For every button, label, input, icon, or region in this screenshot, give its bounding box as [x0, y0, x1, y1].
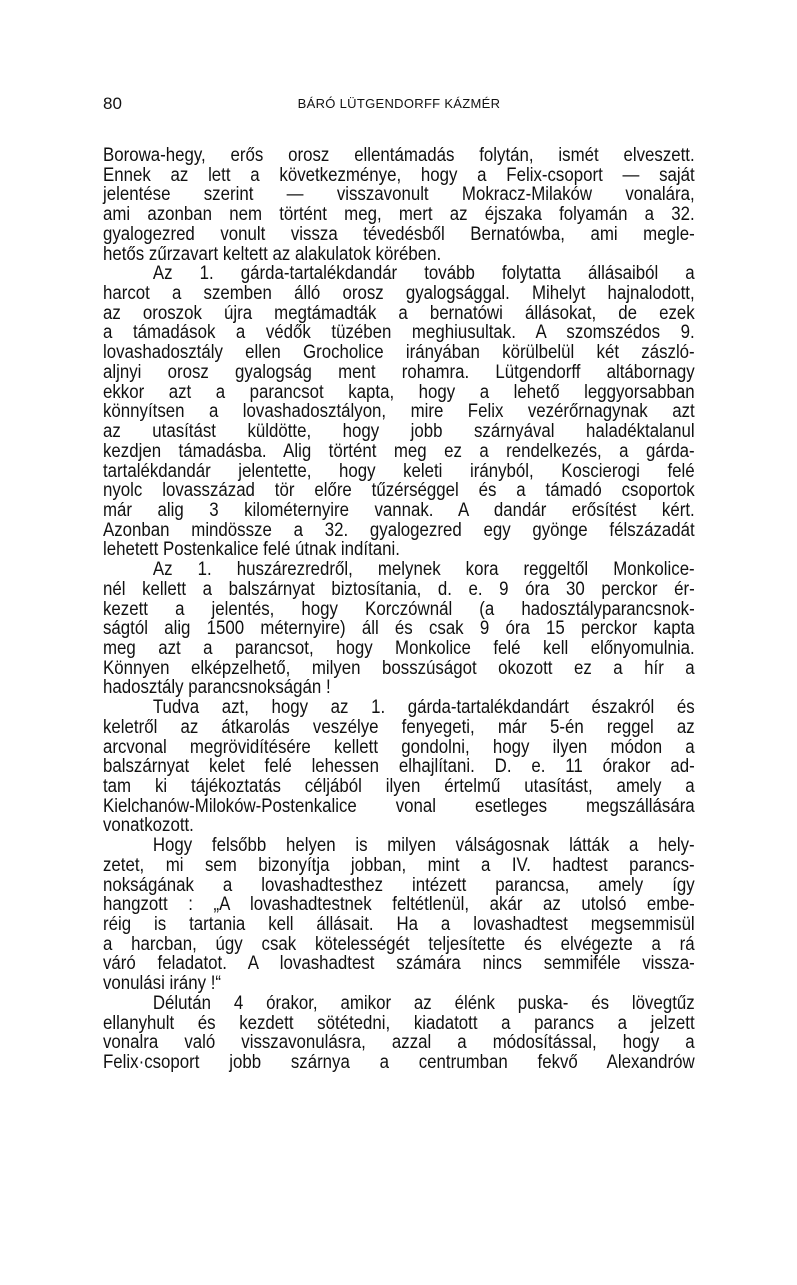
- text-line: Tudva azt, hogy az 1. gárda-tartalékdandárt északról és: [152, 696, 695, 719]
- text-line: vonalra való visszavonulásra, azzal a módosítással, hogy a: [103, 1031, 695, 1054]
- text-line: meg azt a parancsot, hogy Monkolice felé kell előnyomulnia.: [103, 636, 695, 659]
- text-line: már alig 3 kilométernyire vannak. A dandár erősítést kért.: [103, 498, 695, 521]
- text-line: nél kellett a balszárnyat biztosítania, d. e. 9 óra 30 perckor ér-: [103, 577, 695, 600]
- text-line: Felix·csoport jobb szárnya a centrumban fekvő Alexandrów: [103, 1051, 695, 1074]
- text-line: Délután 4 órakor, amikor az élénk puska- és lövegtűz: [152, 991, 695, 1014]
- text-line: Ennek az lett a következménye, hogy a Felix-csoport — saját: [103, 163, 695, 186]
- text-line: az utasítást küldötte, hogy jobb szárnyával haladéktalanul: [103, 420, 695, 443]
- text-line: tartalékdandár jelentette, hogy keleti irányból, Koscierogi felé: [103, 459, 695, 482]
- text-line: könnyítsen a lovashadosztályon, mire Felix vezérőrnagynak azt: [103, 400, 695, 423]
- text-line: vonulási irány !“: [103, 972, 222, 995]
- text-line: ellanyhult és kezdett sötétedni, kiadatott a parancs a jelzett: [103, 1011, 695, 1034]
- text-line: Hogy felsőbb helyen is milyen válságosnak látták a hely-: [152, 834, 695, 857]
- text-line: hetős zűrzavart keltett az alakulatok körében.: [103, 242, 442, 265]
- text-line: a támadások a védők tüzében meghiusultak. A szomszédos 9.: [103, 321, 695, 344]
- paragraph: [103, 696, 695, 837]
- text-line: tam ki tájékoztatás céljából ilyen értelmű utasítást, amely a: [103, 775, 695, 797]
- text-line: ságtól alig 1500 méternyire) áll és csak 9 óra 15 perckor kapta: [103, 617, 695, 640]
- text-line: nyolc lovasszázad tör előre tűzérséggel és a támadó csoportok: [103, 479, 695, 502]
- paragraph: [103, 558, 695, 699]
- text-line: nokságának a lovashadtesthez intézett parancsa, amely így: [103, 873, 695, 896]
- text-line: Az 1. gárda-tartalékdandár tovább folytatta állásaiból a: [152, 262, 695, 285]
- text-line: ekkor azt a parancsot kapta, hogy a lehető leggyorsabban: [103, 380, 695, 403]
- text-line: a harcban, úgy csak kötelességét teljesítette és elvégezte a rá: [103, 932, 695, 955]
- text-line: Borowa-hegy, erős orosz ellentámadás folytán, ismét elveszett.: [103, 144, 695, 166]
- paragraph: [103, 834, 695, 995]
- text-line: zetet, mi sem bizonyítja jobban, mint a IV. hadtest parancs-: [103, 853, 695, 876]
- text-line: kezett a jelentés, hogy Korczównál (a hadosztályparancsnok-: [103, 597, 695, 620]
- text-line: lehetett Postenkalice felé útnak indítani.: [103, 538, 400, 561]
- running-title: BÁRÓ LÜTGENDORFF KÁZMÉR: [297, 96, 501, 111]
- text-line: harcot a szemben álló orosz gyalogsággal. Mihelyt hajnalodott,: [103, 282, 695, 305]
- running-head: [103, 94, 695, 114]
- text-line: hadosztály parancsnokságán !: [103, 676, 331, 699]
- text-line: balszárnyat kelet felé lehessen elhajlítani. D. e. 11 órakor ad-: [103, 755, 695, 778]
- text-line: keletről az átkarolás veszélye fenyegeti, már 5-én reggel az: [103, 715, 695, 738]
- text-line: gyalogezred vonult vissza tévedésből Bernatówba, ami megle-: [103, 222, 695, 245]
- text-line: Kielchanów-Miloków-Postenkalice vonal esetleges megszállására: [103, 794, 695, 817]
- text-line: Azonban mindössze a 32. gyalogezred egy gyönge félszázadát: [103, 518, 695, 541]
- text-line: réig is tartania kell állásait. Ha a lovashadtest megsemmisül: [103, 913, 695, 936]
- text-line: jelentése szerint — visszavonult Mokracz-Milaków vonalára,: [103, 183, 695, 206]
- page-number: 80: [103, 94, 122, 113]
- paragraph: [103, 991, 695, 1074]
- text-line: aljnyi orosz gyalogság ment rohamra. Lütgendorff altábornagy: [103, 360, 695, 383]
- paragraph: [103, 144, 695, 265]
- text-line: az oroszok újra megtámadták a bernatówi állásokat, de ezek: [103, 301, 695, 324]
- text-line: Könnyen elképzelhető, milyen bosszúságot okozott ez a hír a: [103, 656, 695, 679]
- text-line: Az 1. huszárezredről, melynek kora reggeltől Monkolice-: [152, 558, 695, 581]
- text-line: arcvonal megrövidítésére kellett gondolni, hogy ilyen módon a: [103, 735, 695, 758]
- text-line: ami azonban nem történt meg, mert az éjszaka folyamán a 32.: [103, 203, 695, 226]
- paragraph: [103, 262, 695, 561]
- text-line: vonatkozott.: [103, 814, 194, 837]
- text-line: váró feladatot. A lovashadtest számára nincs semmiféle vissza-: [103, 952, 695, 975]
- text-line: lovashadosztály ellen Grocholice irányában körülbelül két zászló-: [103, 341, 695, 364]
- body-text: [103, 144, 695, 1074]
- text-line: kezdjen támadásba. Alig történt meg ez a rendelkezés, a gárda-: [103, 439, 695, 462]
- text-line: hangzott : „A lovashadtestnek feltétlenül, akár az utolsó embe-: [103, 893, 695, 916]
